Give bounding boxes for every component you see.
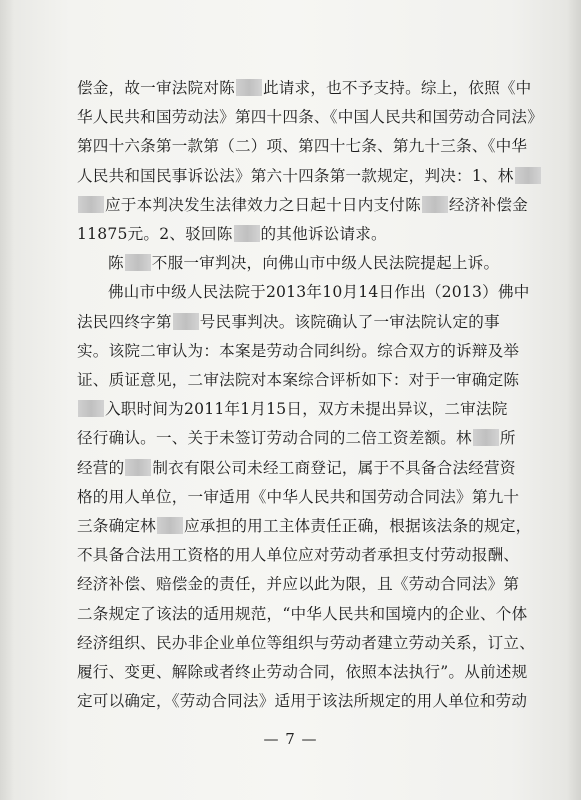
text-segment: 三条确定林 xyxy=(77,517,156,536)
scan-shadow-right xyxy=(567,0,581,800)
text-line xyxy=(77,337,520,366)
text-segment: 不具备合法用工资格的用人单位应对劳动者承担支付劳动报酬、 xyxy=(77,546,520,565)
text-segment: 径行确认。一、关于未签订劳动合同的二倍工资差额。林 xyxy=(77,429,472,448)
text-segment: 经济补偿金 xyxy=(448,195,528,214)
paragraph xyxy=(77,74,544,249)
text-segment: 第四十六条第一款第（二）项、第四十七条、第九十三条、《中华 xyxy=(77,137,528,156)
text-segment: 号民事判决。该院确认了一审法院认定的事 xyxy=(199,312,500,331)
text-segment: 此请求，也不予支持。综上，依照《中 xyxy=(262,79,532,97)
redaction-block xyxy=(236,79,262,96)
text-segment: 经营的 xyxy=(77,458,125,477)
text-segment: 制衣有限公司未经工商登记，属于不具备合法经营资 xyxy=(152,458,516,477)
text-segment: 人民共和国民事诉讼法》第六十四条第一款规定，判决：1、林 xyxy=(77,166,514,185)
text-segment: 定可以确定，《劳动合同法》适用于该法所规定的用人单位和劳动 xyxy=(77,692,528,711)
text-segment: 的其他诉讼请求。 xyxy=(260,225,387,244)
text-segment: 格的用人单位，一审适用《中华人民共和国劳动合同法》第九十 xyxy=(77,487,520,506)
text-line xyxy=(77,483,520,512)
text-segment: 实。该院二审认为：本案是劳动合同纠纷。综合双方的诉辩及举 xyxy=(77,341,520,360)
text-line xyxy=(77,687,528,716)
text-segment: 入职时间为2011年1月15日，双方未提出异议，二审法院 xyxy=(105,400,508,419)
text-line xyxy=(77,132,528,161)
text-line xyxy=(77,600,528,629)
text-line xyxy=(77,220,507,249)
text-segment: 经济组织、民办非企业单位等组织与劳动者建立劳动关系，订立、 xyxy=(77,633,536,652)
redaction-block xyxy=(78,196,104,213)
text-line xyxy=(77,278,530,307)
text-segment: 证、质证意见，二审法院对本案综合评析如下：对于一审确定陈 xyxy=(77,371,520,390)
paragraph xyxy=(77,278,536,716)
text-line xyxy=(77,366,520,395)
text-segment: 应承担的用工主体责任正确，根据该法条的规定， xyxy=(183,517,532,536)
redaction-block xyxy=(473,429,499,446)
text-segment: 所 xyxy=(499,429,516,448)
text-line xyxy=(77,454,516,483)
text-segment: 经济补偿、赔偿金的责任，并应以此为限，且《劳动合同法》第 xyxy=(77,575,520,594)
text-line xyxy=(77,541,520,570)
redaction-block xyxy=(125,254,151,271)
text-line xyxy=(77,395,507,424)
text-line xyxy=(77,249,507,278)
text-segment: 二条规定了该法的适用规范，“中华人民共和国境内的企业、个体 xyxy=(77,604,528,623)
paragraph xyxy=(77,249,507,278)
text-segment: 佛山市中级人民法院于2013年10月14日作出（2013）佛中 xyxy=(108,283,530,302)
text-line xyxy=(77,308,507,337)
page-number: — 7 — xyxy=(263,730,318,748)
text-segment: 11875元。2、驳回陈 xyxy=(77,225,233,244)
text-line xyxy=(77,658,528,687)
redaction-block xyxy=(422,196,448,213)
text-segment: 华人民共和国劳动法》第四十四条、《中国人民共和国劳动合同法》 xyxy=(77,108,544,127)
redaction-block xyxy=(125,459,151,476)
redaction-block xyxy=(173,313,199,330)
text-line xyxy=(77,570,520,599)
text-line xyxy=(77,512,532,541)
redaction-block xyxy=(78,400,104,417)
document-body xyxy=(77,74,544,716)
text-line xyxy=(77,629,536,658)
text-line xyxy=(77,103,544,132)
text-line xyxy=(77,74,532,103)
text-line xyxy=(77,424,516,453)
scan-shadow-left xyxy=(0,0,14,800)
text-segment: 法民四终字第 xyxy=(77,312,172,331)
text-segment: 不服一审判决，向佛山市中级人民法院提起上诉。 xyxy=(151,254,500,273)
text-segment: 陈 xyxy=(108,254,124,273)
text-segment: 应于本判决发生法律效力之日起十日内支付陈 xyxy=(105,195,421,214)
text-line xyxy=(77,162,514,191)
redaction-block xyxy=(157,517,183,534)
text-segment: 偿金，故一审法院对陈 xyxy=(77,79,235,97)
text-segment: 履行、变更、解除或者终止劳动合同，依照本法执行”。从前述规 xyxy=(77,663,528,682)
redaction-block xyxy=(515,167,541,184)
text-line xyxy=(77,191,528,220)
redaction-block xyxy=(234,225,260,242)
